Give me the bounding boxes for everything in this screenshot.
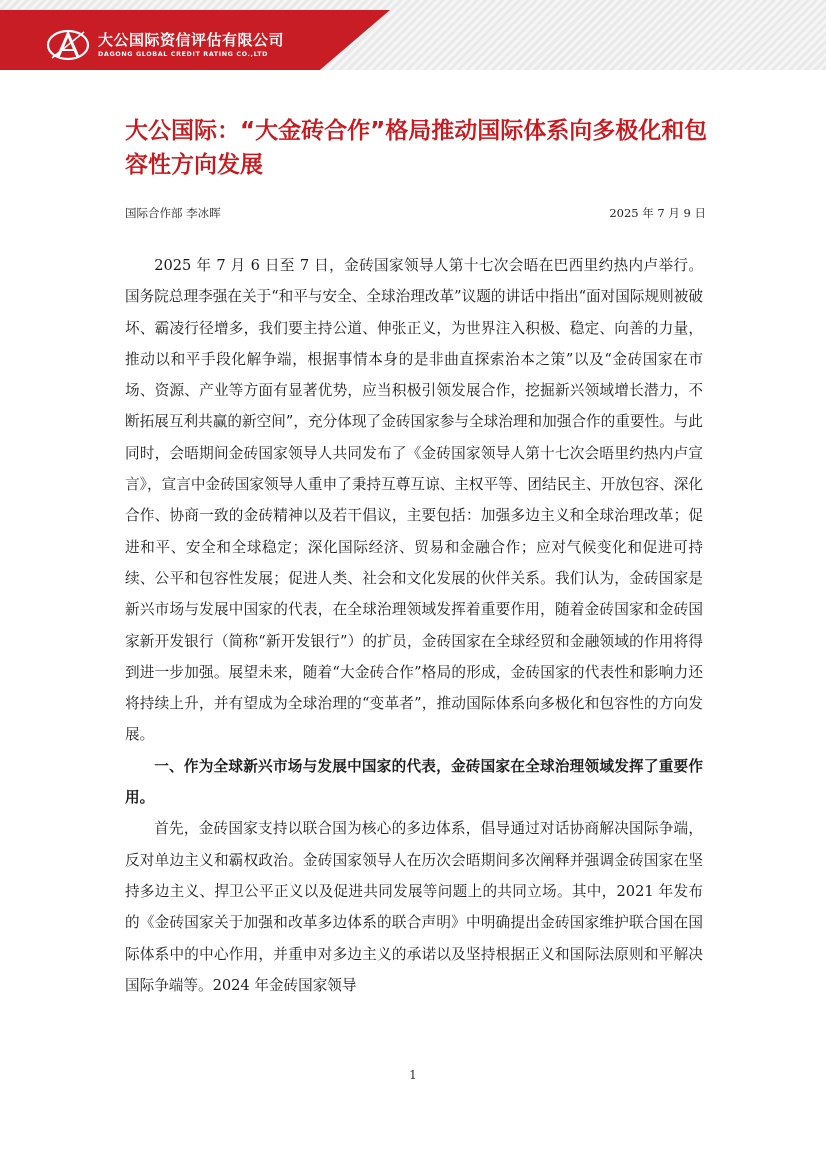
dagong-logo-icon: [46, 28, 90, 62]
page-number: 1: [409, 1068, 417, 1082]
article-body: [125, 250, 703, 1001]
section-heading: 一、作为全球新兴市场与发展中国家的代表，金砖国家在全球治理领域发挥了重要作用。: [125, 757, 703, 807]
publish-date: 2025 年 7 月 9 日: [609, 206, 706, 220]
document-title: 大公国际：“大金砖合作”格局推动国际体系向多极化和包容性方向发展: [125, 118, 708, 178]
paragraph: 首先，金砖国家支持以联合国为核心的多边体系，倡导通过对话协商解决国际争端，反对单边主义和霸权政治。金砖国家领导人在历次会晤期间多次阐释并强调金砖国家在坚持多边主义、捍卫公平正义以及促进共同发展等问题上的共同立场。其中，2021 年发布的《金砖国家关于加强和改革多边体系的联合声明》中明确提出金砖国家维护联合国在国际体系中的中心作用，并重申对多边主义的承诺以及坚持根据正义和国际法原则和平解决国际争端等。2024 年金砖国家领导: [125, 820, 703, 994]
header-band: [0, 0, 826, 92]
company-logo-text: [98, 31, 284, 59]
author-line: 国际合作部 李冰晖: [125, 206, 221, 220]
company-name-en: DAGONG GLOBAL CREDIT RATING CO.,LTD: [98, 50, 269, 58]
paragraph: 2025 年 7 月 6 日至 7 日，金砖国家领导人第十七次会晤在巴西里约热内卢举行。国务院总理李强在关于“和平与安全、全球治理改革”议题的讲话中指出“面对国际规则被破坏、霸凌行径增多，我们要主持公道、伸张正义，为世界注入积极、稳定、向善的力量，推动以和平手段化解争端，根据事情本身的是非曲直探索治本之策”以及“金砖国家在市场、资源、产业等方面有显著优势，应当积极引领发展合作，挖掘新兴领域增长潜力，不断拓展互利共赢的新空间”，充分体现了金砖国家参与全球治理和加强合作的重要性。与此同时，会晤期间金砖国家领导人共同发布了《金砖国家领导人第十七次会晤里约热内卢宣言》，宣言中金砖国家领导人重申了秉持互尊互谅、主权平等、团结民主、开放包容、深化合作、协商一致的金砖精神以及若干倡议，主要包括：加强多边主义和全球治理改革；促进和平、安全和全球稳定；深化国际经济、贸易和金融合作；应对气候变化和促进可持续、公平和包容性发展；促进人类、社会和文化发展的伙伴关系。我们认为，金砖国家是新兴市场与发展中国家的代表，在全球治理领域发挥着重要作用，随着金砖国家和金砖国家新开发银行（简称“新开发银行”）的扩员，金砖国家在全球经贸和金融领域的作用将得到进一步加强。展望未来，随着“大金砖合作”格局的形成，金砖国家的代表性和影响力还将持续上升，并有望成为全球治理的“变革者”，推动国际体系向多极化和包容性的方向发展。: [125, 257, 703, 744]
company-name-cn: 大公国际资信评估有限公司: [98, 31, 285, 49]
